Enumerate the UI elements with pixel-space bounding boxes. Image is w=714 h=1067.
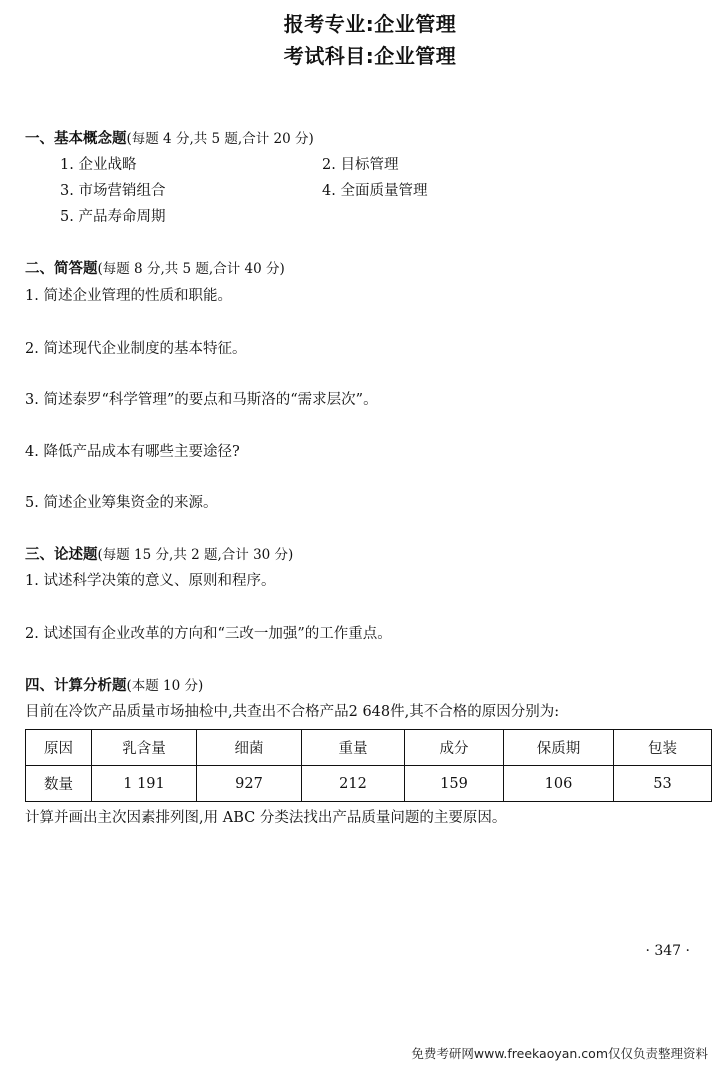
- section-3-title: [25, 545, 293, 565]
- short-answer-question: 4. 降低产品成本有哪些主要途径?: [25, 444, 240, 460]
- table-row: [26, 766, 712, 802]
- section-2-scoring: (每题 8 分,共 5 题,合计 40 分): [97, 261, 285, 277]
- table-header-cell: 乳含量: [92, 730, 197, 766]
- exam-subject-title: 考试科目:企业管理: [283, 44, 457, 68]
- table-cell: 159: [405, 766, 504, 802]
- concept-item: 3. 市场营销组合: [60, 183, 166, 199]
- defect-cause-table: [25, 729, 712, 802]
- short-answer-question: 3. 简述泰罗“科学管理”的要点和马斯洛的“需求层次”。: [25, 392, 378, 408]
- calculation-task: 计算并画出主次因素排列图,用 ABC 分类法找出产品质量问题的主要原因。: [25, 810, 507, 826]
- section-4-scoring: (本题 10 分): [126, 678, 204, 694]
- table-cell: 数量: [26, 766, 92, 802]
- table-header-cell: 保质期: [504, 730, 614, 766]
- table-cell: 106: [504, 766, 614, 802]
- exam-major-title: 报考专业:企业管理: [283, 12, 457, 36]
- concept-item: 2. 目标管理: [322, 157, 399, 173]
- table-header-row: [26, 730, 712, 766]
- table-cell: 53: [614, 766, 712, 802]
- table-header-cell: 重量: [302, 730, 405, 766]
- section-1-heading: 一、基本概念题: [25, 131, 127, 147]
- section-2-title: [25, 259, 285, 279]
- calculation-problem-intro: 目前在冷饮产品质量市场抽检中,共查出不合格产品2 648件,其不合格的原因分别为:: [25, 704, 560, 720]
- table-cell: 927: [197, 766, 302, 802]
- table-header-cell: 细菌: [197, 730, 302, 766]
- section-3-heading: 三、论述题: [25, 547, 98, 563]
- short-answer-question: 5. 简述企业筹集资金的来源。: [25, 495, 218, 511]
- section-4-title: [25, 676, 203, 696]
- section-3-scoring: (每题 15 分,共 2 题,合计 30 分): [97, 547, 294, 563]
- short-answer-question: 2. 简述现代企业制度的基本特征。: [25, 341, 247, 357]
- essay-question: 2. 试述国有企业改革的方向和“三改一加强”的工作重点。: [25, 626, 392, 642]
- short-answer-question: 1. 简述企业管理的性质和职能。: [25, 288, 232, 304]
- table-header-cell: 原因: [26, 730, 92, 766]
- page-header: [0, 8, 714, 72]
- table-cell: 1 191: [92, 766, 197, 802]
- table-cell: 212: [302, 766, 405, 802]
- section-1-scoring: (每题 4 分,共 5 题,合计 20 分): [126, 131, 314, 147]
- page-number: · 347 ·: [645, 943, 690, 959]
- concept-item: 1. 企业战略: [60, 157, 137, 173]
- section-2-heading: 二、简答题: [25, 261, 98, 277]
- table-header-cell: 成分: [405, 730, 504, 766]
- section-1-title: [25, 129, 314, 149]
- section-4-heading: 四、计算分析题: [25, 678, 127, 694]
- source-watermark: 免费考研网www.freekaoyan.com仅仅负责整理资料: [411, 1046, 708, 1061]
- concept-item: 4. 全面质量管理: [322, 183, 428, 199]
- concept-item: 5. 产品寿命周期: [60, 209, 166, 225]
- essay-question: 1. 试述科学决策的意义、原则和程序。: [25, 573, 276, 589]
- table-header-cell: 包装: [614, 730, 712, 766]
